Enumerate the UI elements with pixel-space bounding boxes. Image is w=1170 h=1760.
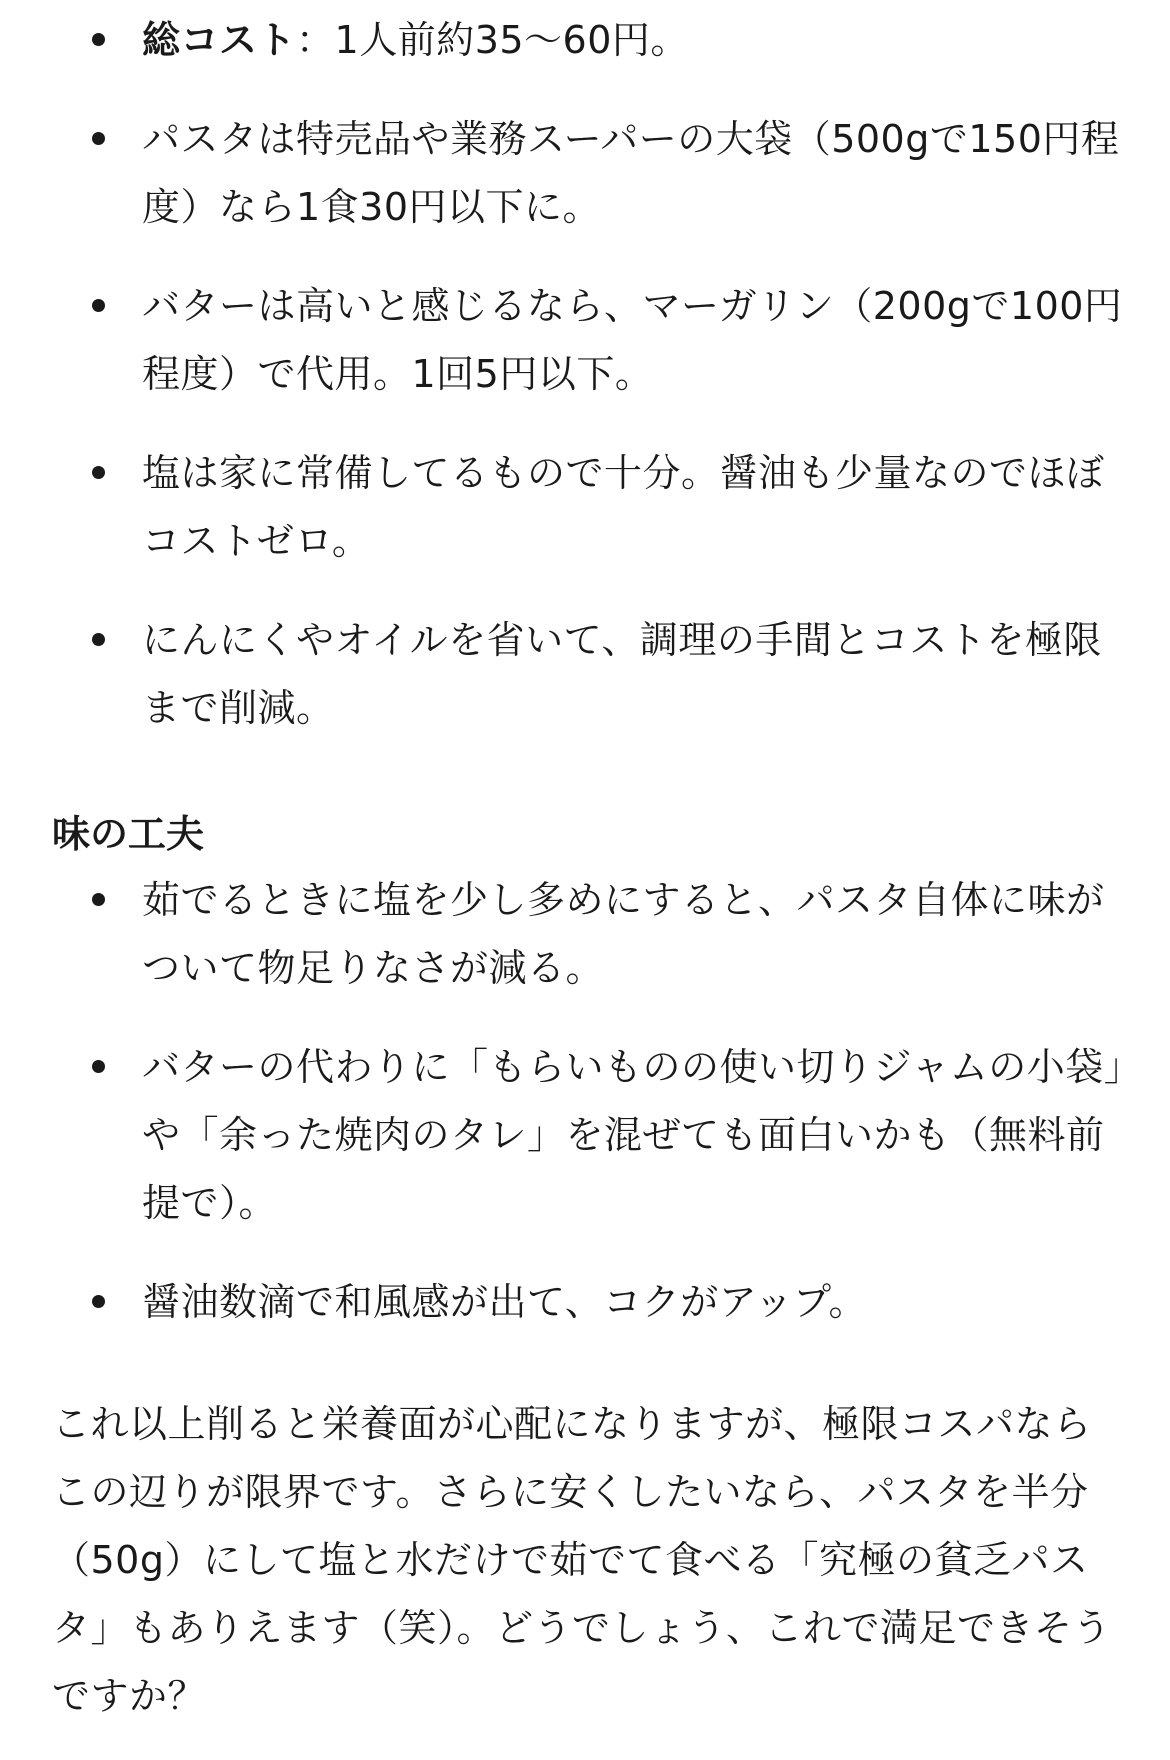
bullet-icon bbox=[92, 1060, 105, 1073]
bullet-icon bbox=[92, 1295, 105, 1308]
closing-paragraph: これ以上削ると栄養面が心配になりますが、極限コスパならこの辺りが限界です。さらに安くしたいなら、パスタを半分（50g）にして塩と水だけで茹でて食べる「究極の貧乏パスタ」もありえます（笑）。どうでしょう、これで満足できそうですか？ bbox=[52, 1402, 1112, 1718]
list-item bbox=[52, 105, 1132, 241]
bullet-icon bbox=[92, 893, 105, 906]
list-item bbox=[52, 866, 1132, 1002]
list-item-text: にんにくやオイルを省いて、調理の手間とコストを極限まで削減。 bbox=[142, 618, 1102, 730]
list-item-text: 塩は家に常備してるもので十分。醤油も少量なのでほぼコストゼロ。 bbox=[142, 451, 1105, 563]
list-item bbox=[52, 439, 1132, 575]
cost-list bbox=[52, 6, 1132, 773]
list-item-text: バターの代わりに「もらいものの使い切りジャムの小袋」や「余った焼肉のタレ」を混ぜても面白いかも（無料前提で）。 bbox=[142, 1045, 1124, 1225]
list-item bbox=[52, 1033, 1132, 1237]
section-heading: 味の工夫 bbox=[52, 812, 205, 856]
flavor-list bbox=[52, 866, 1132, 1367]
list-item bbox=[52, 606, 1132, 742]
list-item bbox=[52, 1268, 1132, 1336]
list-item-text: 茹でるときに塩を少し多めにすると、パスタ自体に味がついて物足りなさが減る。 bbox=[142, 878, 1105, 990]
list-item bbox=[52, 6, 1132, 74]
bullet-icon bbox=[92, 466, 105, 479]
list-item-text: パスタは特売品や業務スーパーの大袋（500gで150円程度）なら1食30円以下に。 bbox=[142, 117, 1120, 229]
bullet-icon bbox=[92, 132, 105, 145]
list-item-text: バターは高いと感じるなら、マーガリン（200gで100円程度）で代用。1回5円以下。 bbox=[142, 284, 1123, 396]
bullet-icon bbox=[92, 633, 105, 646]
list-item-text: 醤油数滴で和風感が出て、コクがアップ。 bbox=[142, 1280, 868, 1324]
bullet-icon bbox=[92, 33, 105, 46]
bullet-icon bbox=[92, 299, 105, 312]
list-item-text: ：1人前約35〜60円。 bbox=[296, 18, 689, 62]
list-item-label: 総コスト bbox=[142, 18, 297, 62]
list-item bbox=[52, 272, 1132, 408]
